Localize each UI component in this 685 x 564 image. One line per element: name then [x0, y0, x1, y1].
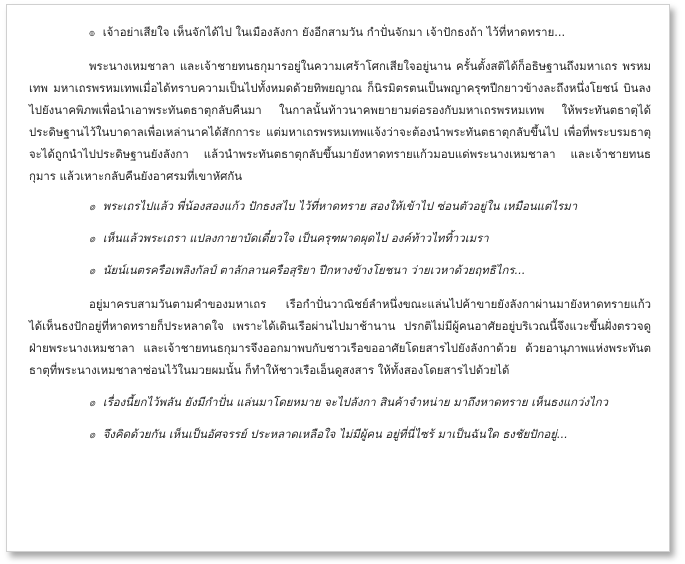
- verse-bullet: ๏: [89, 28, 96, 39]
- paragraph: อยู่มาครบสามวันตามคำของมหาเถร เรือกำปั่นวาณิชย์ลำหนึ่งขณะแล่นไปค้าขายยังลังกาผ่านมายังหาดทรายแก้ว ได้เห็นธงปักอยู่ที่หาดทรายก็ประหลาดใจ เพราะได้เดินเรือผ่านไปมาช้านาน ปรกติไม่มีผู้คนอาศัยอยู่บริเวณนี้จึงแวะขึ้นฝั่งตรวจดู ฝ่ายพระนางเหมชาลา และเจ้าชายทนธกุมารจึงออกมาพบกับชาวเรือขออาศัยโดยสารไปยังลังกาด้วย ด้วยอานุภาพแห่งพระทันตธาตุที่พระนางเหมชาลาซ่อนไว้ในมวยผมนั้น ก็ทำให้ชาวเรือเอ็นดูสงสาร ให้ทั้งสองโดยสารไปด้วยได้: [29, 297, 651, 377]
- verse-line: [29, 259, 651, 283]
- verse-bullet: ๏: [89, 234, 96, 245]
- verse-bullet: ๏: [89, 266, 96, 277]
- verse-text: พระเถรไปแล้ว พี่น้องสองแก้ว ปักธงสไบ ไว้ที่หาดทราย สองให้เข้าไป ซ่อนตัวอยู่ใน เหมือนแต่ไรมา: [102, 199, 578, 213]
- verse-line: [29, 391, 651, 415]
- verse-text: เรื่องนี้ยกไว้พลัน ยังมีกำปั่น แล่นมาโดยหมาย จะไปลังกา สินค้าจำหน่าย มาถึงหาดทราย เห็นธงแกว่งไกว: [102, 395, 609, 409]
- verse-text: เห็นแล้วพระเถรา แปลงกายาบัดเดี๋ยวใจ เป็นครุฑผาดผุดไป องค์ท้าวไททิ้าวเมรา: [102, 231, 489, 245]
- paragraph: พระนางเหมชาลา และเจ้าชายทนธกุมารอยู่ในความเศร้าโศกเสียใจอยู่นาน ครั้นตั้งสติได้ก็อธิษฐานถึงมหาเถร พรหมเทพ มหาเถรพรหมเทพเมื่อได้ทราบความเป็นไปทั้งหมดด้วยทิพยญาณ ก็นิรมิตรตนเป็นพญาครุฑปีกยาวข้างละถึงหนึ่งโยชน์ บินลงไปยังนาคพิภพเพื่อนำเอาพระทันตธาตุกลับคืนมา ในกาลนั้นท้าวนาคพยายามต่อรองกับมหาเถรพรหมเทพ ให้พระทันตธาตุได้ประดิษฐานไว้ในบาดาลเพื่อเหล่านาคได้สักการะ แต่มหาเถรพรหมเทพแจ้งว่าจะต้องนำพระทันตธาตุกลับขึ้นไป เพื่อที่พระบรมธาตุจะได้ถูกนำไปประดิษฐานยังลังกา แล้วนำพระทันตธาตุกลับขึ้นมายังหาดทรายแก้วมอบแด่พระนางเหมชาลา และเจ้าชายทนธกุมาร แล้วเหาะกลับคืนยังอาศรมที่เขาหัศกัน: [29, 59, 651, 183]
- document-content: [29, 21, 651, 447]
- verse-line: [29, 21, 651, 45]
- verse-bullet: ๏: [89, 430, 96, 441]
- verse-bullet: ๏: [89, 202, 96, 213]
- verse-bullet: ๏: [89, 398, 96, 409]
- document-page: [6, 4, 670, 552]
- verse-text: จึงคิดด้วยกัน เห็นเป็นอัศจรรย์ ประหลาดเหลือใจ ไม่มีผู้คน อยู่ที่นี่ไซร้ มาเป็นฉันใด ธงชัยปักอยู่...: [102, 427, 568, 441]
- verse-line: [29, 423, 651, 447]
- verse-text: เจ้าอย่าเสียใจ เห็นจักได้ไป ในเมืองลังกา ยังอีกสามวัน กำปั่นจักมา เจ้าปักธงถ้า ไว้ที่หาดทราย...: [102, 25, 566, 39]
- verse-line: [29, 195, 651, 219]
- verse-text: นัยน์เนตรครือเพลิงกัลป์ ตาลักลานครือสุริยา ปีกหางข้างโยชนา ว่ายเวหาด้วยฤทธิไกร...: [102, 263, 526, 277]
- verse-line: [29, 227, 651, 251]
